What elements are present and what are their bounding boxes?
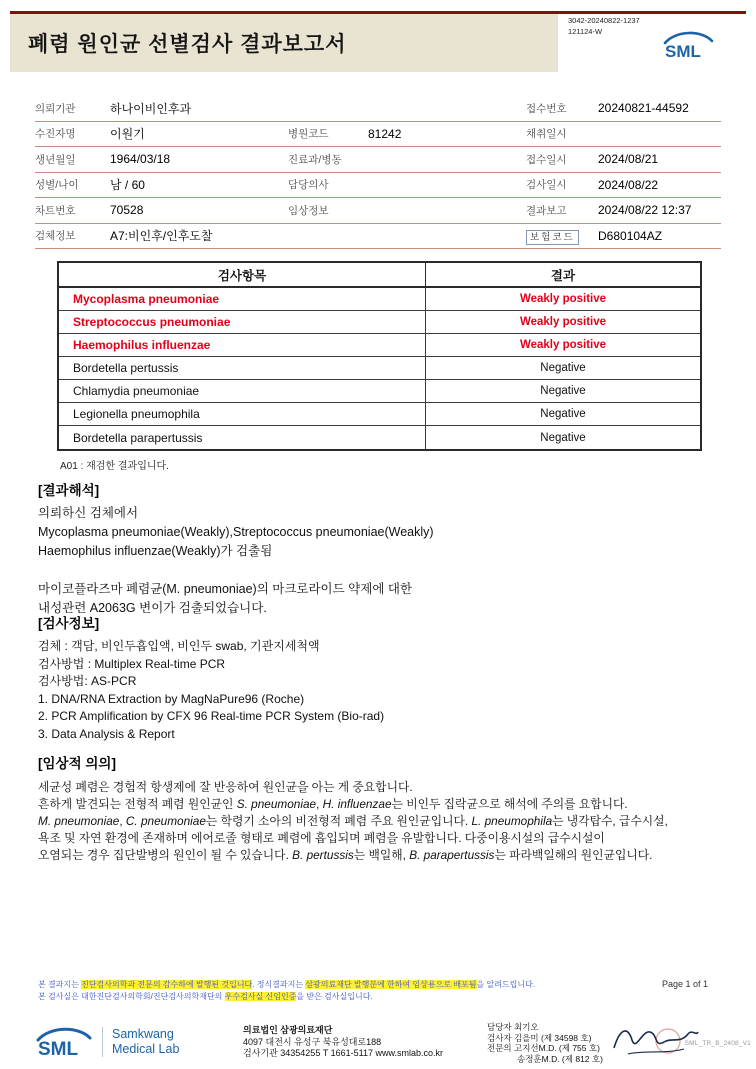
test-item-name: Chlamydia pneumoniae — [59, 380, 426, 402]
field-label: 의뢰기관 — [35, 102, 76, 115]
results-table — [57, 261, 702, 451]
test-result-value: Negative — [540, 362, 586, 374]
result-row — [59, 403, 700, 426]
field-label: 보험코드 — [526, 229, 598, 243]
patient-row — [35, 198, 721, 224]
text-line: 욕조 및 자연 환경에 존재하며 에어로졸 형태로 폐렴에 흡입되며 폐렴을 유발합니다. 다중이용시설의 급수시설이 — [38, 831, 605, 845]
field-label: 생년월일 — [35, 153, 76, 166]
text-line: 마이코플라즈마 폐렴균(M. pneumoniae)의 마크로라이드 약제에 대한 — [38, 582, 413, 596]
field-value: 70528 — [110, 203, 144, 218]
result-row — [59, 288, 700, 311]
lab-address: 4097 대전시 유성구 북유성대로188 — [243, 1036, 382, 1047]
column-header-result: 결과 — [550, 268, 576, 283]
staff-line: 검사자 김을미 (제 34598 호) — [487, 1032, 592, 1043]
section-result-interpretation — [38, 479, 434, 618]
text-line: 흔하게 발견되는 전형적 폐렴 원인균인 S. pneumoniae, H. influenzae는 비인두 집락균으로 해석에 주의를 요합니다. — [38, 797, 628, 811]
field-label: 채취일시 — [526, 128, 567, 141]
section-clinical-significance — [38, 752, 668, 864]
logo-divider — [102, 1027, 103, 1057]
test-item-name: Haemophilus influenzae — [59, 334, 426, 356]
field-label: 수진자명 — [35, 128, 76, 141]
result-row — [59, 380, 700, 403]
sml-logo-icon — [662, 28, 714, 62]
field-value: 남 / 60 — [110, 178, 145, 193]
lab-name-line-2: Medical Lab — [112, 1042, 180, 1056]
result-row — [59, 311, 700, 334]
field-label: 접수일시 — [526, 153, 567, 166]
text-line: 검사방법: AS-PCR — [38, 674, 137, 688]
lab-organization: 의료법인 삼광의료재단 — [243, 1025, 333, 1035]
text-line: 의뢰하신 검체에서 — [38, 506, 139, 520]
field-value: 1964/03/18 — [110, 152, 171, 167]
patient-info-table — [35, 96, 721, 249]
test-item-name: Bordetella pertussis — [59, 357, 426, 379]
text-line: Haemophilus influenzae(Weakly)가 검출됨 — [38, 544, 273, 558]
field-value: D680104AZ — [598, 228, 663, 243]
patient-row — [35, 173, 721, 199]
retest-note: A01 : 재검한 결과입니다. — [60, 461, 169, 472]
patient-row — [35, 122, 721, 148]
field-label: 임상정보 — [288, 204, 329, 217]
staff-line: 송정훈M.D. (제 812 호) — [517, 1053, 603, 1064]
text-line: M. pneumoniae, C. pneumoniae는 학령기 소아의 비전형적 폐렴 주요 원인균입니다. L. pneumophila는 냉각탑수, 급수시설, — [38, 814, 668, 828]
field-label: 검체정보 — [35, 230, 76, 243]
title-band — [10, 14, 558, 72]
field-label: 진료과/병동 — [288, 153, 342, 166]
lab-address-block — [243, 1025, 443, 1060]
text-line: 1. DNA/RNA Extraction by MagNaPure96 (Roche) — [38, 691, 305, 706]
notice-block — [38, 979, 535, 1003]
result-row — [59, 357, 700, 380]
patient-row — [35, 96, 721, 122]
section-body — [38, 779, 668, 864]
text-line: 2. PCR Amplification by CFX 96 Real-time PCR System (Bio-rad) — [38, 709, 385, 723]
field-value: 81242 — [368, 126, 402, 141]
field-value: 이원기 — [110, 127, 145, 142]
column-header-test-item: 검사항목 — [59, 263, 426, 286]
section-title: [임상적 의의] — [38, 756, 116, 771]
svg-text:SML: SML — [665, 42, 701, 61]
patient-row — [35, 147, 721, 173]
text-line: 오염되는 경우 집단발병의 원인이 될 수 있습니다. B. pertussis는 백일해, B. parapertussis는 파라백일해의 원인균입니다. — [38, 848, 653, 862]
page-number: Page 1 of 1 — [661, 979, 708, 989]
result-row — [59, 334, 700, 357]
footer — [0, 1020, 756, 1069]
field-label: 성별/나이 — [35, 179, 79, 192]
field-label: 접수번호 — [526, 102, 567, 115]
section-body — [38, 504, 434, 618]
field-label: 결과보고 — [526, 204, 567, 217]
sml-logo — [662, 28, 714, 67]
text-line: 검사방법 : Multiplex Real-time PCR — [38, 656, 226, 671]
results-table-body — [59, 288, 700, 449]
field-label: 담당의사 — [288, 179, 329, 192]
section-test-information — [38, 612, 384, 743]
specimen-codes — [568, 16, 640, 37]
lab-contact: 검사기관 34354255 T 1661-5117 www.smlab.co.kr — [243, 1048, 444, 1058]
text-line: 검체 : 객담, 비인두흡입액, 비인두 swab, 기관지세척액 — [38, 639, 320, 653]
section-title: [검사정보] — [38, 616, 100, 631]
staff-line: 담당자 최기오 — [487, 1022, 539, 1032]
test-item-name: Streptococcus pneumoniae — [59, 311, 426, 333]
test-result-value: Negative — [540, 408, 586, 420]
staff-line: 전문의 고지선M.D. (제 755 호) — [487, 1043, 600, 1053]
test-result-value: Weakly positive — [519, 339, 607, 351]
test-item-name: Legionella pneumophila — [59, 403, 426, 425]
field-value: 2024/08/21 — [598, 152, 659, 167]
lab-name-line-1: Samkwang — [112, 1027, 174, 1041]
code-line-2: 121124-W — [568, 26, 603, 36]
text-line: 내성관련 A2063G 변이가 검출되었습니다. — [38, 601, 267, 615]
field-label: 병원코드 — [288, 128, 329, 141]
lab-name — [112, 1027, 179, 1057]
staff-block — [487, 1022, 603, 1064]
results-table-header — [59, 263, 700, 288]
text-line: 3. Data Analysis & Report — [38, 726, 175, 741]
test-result-value: Weakly positive — [519, 316, 607, 328]
notice-line: 본 검사실은 대한진단검사의학회/진단검사의학재단의 우수검사실 신임인증을 받은 검사실입니다. — [38, 992, 373, 1001]
field-label: 차트번호 — [35, 204, 76, 217]
svg-text:SML: SML — [38, 1039, 79, 1060]
test-result-value: Weakly positive — [519, 293, 607, 305]
result-row — [59, 426, 700, 449]
text-line — [38, 561, 434, 580]
field-value: A7:비인후/인후도찰 — [110, 229, 213, 244]
field-value: 2024/08/22 — [598, 177, 659, 192]
sml-logo-icon — [35, 1024, 93, 1060]
notice-line: 본 결과지는 진단검사의학과 전문의 감수하에 발행된 것입니다. 정식결과지는 삼광의료재단 발행분에 한하여 임상용으로 배포됨을 알려드립니다. — [38, 980, 536, 989]
test-item-name: Bordetella parapertussis — [59, 426, 426, 449]
document-code: SML_TR_B_2408_V1 — [684, 1040, 751, 1047]
test-item-name: Mycoplasma pneumoniae — [59, 288, 426, 310]
text-line: Mycoplasma pneumoniae(Weakly),Streptococcus pneumoniae(Weakly) — [38, 525, 434, 539]
section-body — [38, 638, 384, 743]
footer-logo — [35, 1024, 179, 1060]
test-result-value: Negative — [540, 431, 586, 444]
field-value: 20240821-44592 — [598, 101, 689, 116]
page-title: 폐렴 원인균 선별검사 결과보고서 — [28, 33, 347, 56]
field-value: 하나이비인후과 — [110, 101, 192, 116]
section-title: [결과해석] — [38, 483, 100, 498]
field-label: 검사일시 — [526, 179, 567, 192]
field-value: 2024/08/22 12:37 — [598, 203, 692, 218]
code-line-1: 3042-20240822-1237 — [568, 16, 640, 25]
patient-row — [35, 224, 721, 250]
test-result-value: Negative — [540, 385, 586, 397]
text-line: 세균성 폐렴은 경험적 항생제에 잘 반응하여 원인균을 아는 게 중요합니다. — [38, 780, 413, 794]
